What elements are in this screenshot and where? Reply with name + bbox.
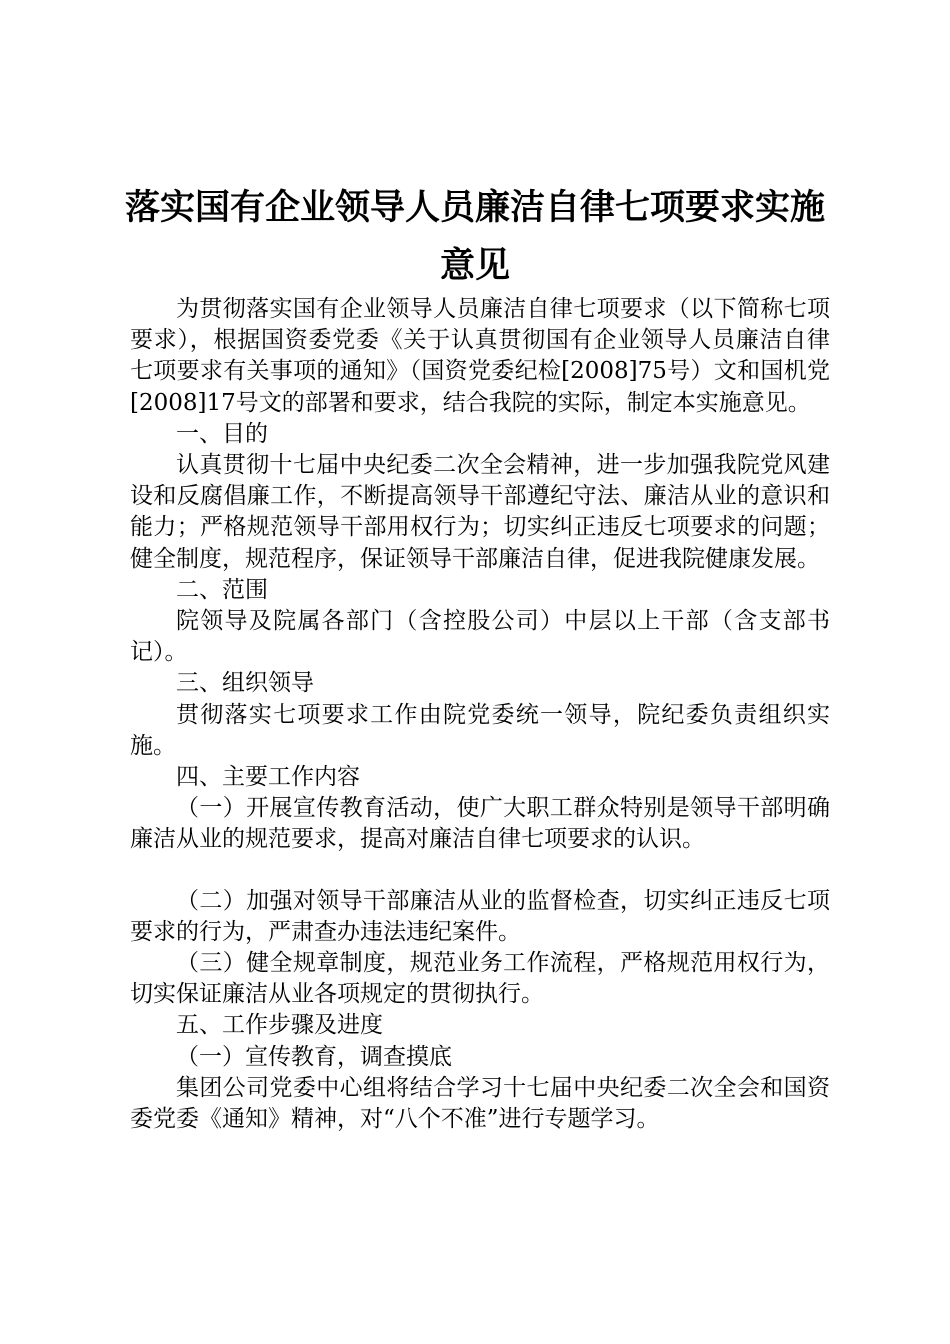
scope-paragraph: 院领导及院属各部门（含控股公司）中层以上干部（含支部书记）。 — [130, 608, 830, 666]
main-work-item-2: （二）加强对领导干部廉洁从业的监督检查，切实纠正违反七项要求的行为，严肃查办违法违纪案件。 — [130, 887, 830, 945]
steps-subheading-1: （一）宣传教育，调查摸底 — [176, 1043, 452, 1070]
main-work-item-1: （一）开展宣传教育活动，使广大职工群众特别是领导干部明确廉洁从业的规范要求，提高对廉洁自律七项要求的认识。 — [130, 795, 830, 853]
document-body — [130, 294, 830, 1135]
section-heading-main-work: 四、主要工作内容 — [176, 764, 360, 791]
document-title-line-2: 意见 — [439, 246, 510, 286]
organization-paragraph: 贯彻落实七项要求工作由院党委统一领导，院纪委负责组织实施。 — [130, 701, 830, 759]
section-heading-scope: 二、范围 — [176, 576, 268, 603]
main-work-item-3: （三）健全规章制度，规范业务工作流程，严格规范用权行为，切实保证廉洁从业各项规定的贯彻执行。 — [130, 950, 830, 1008]
intro-paragraph: 为贯彻落实国有企业领导人员廉洁自律七项要求（以下简称七项要求），根据国资委党委《关于认真贯彻国有企业领导人员廉洁自律七项要求有关事项的通知》（国资党委纪检[2008]75号）文和国机党[2008]17号文的部署和要求，结合我院的实际，制定本实施意见。 — [130, 296, 830, 416]
steps-paragraph-1: 集团公司党委中心组将结合学习十七届中央纪委二次全会和国资委党委《通知》精神，对“八个不准”进行专题学习。 — [130, 1074, 830, 1133]
section-heading-organization: 三、组织领导 — [176, 670, 314, 697]
section-heading-steps: 五、工作步骤及进度 — [176, 1012, 383, 1039]
purpose-paragraph: 认真贯彻十七届中央纪委二次全会精神，进一步加强我院党风建设和反腐倡廉工作，不断提高领导干部遵纪守法、廉洁从业的意识和能力；严格规范领导干部用权行为；切实纠正违反七项要求的问题；健全制度，规范程序，保证领导干部廉洁自律，促进我院健康发展。 — [130, 452, 830, 572]
document-title-line-1: 落实国有企业领导人员廉洁自律七项要求实施 — [124, 188, 825, 228]
section-heading-purpose: 一、目的 — [176, 420, 268, 447]
